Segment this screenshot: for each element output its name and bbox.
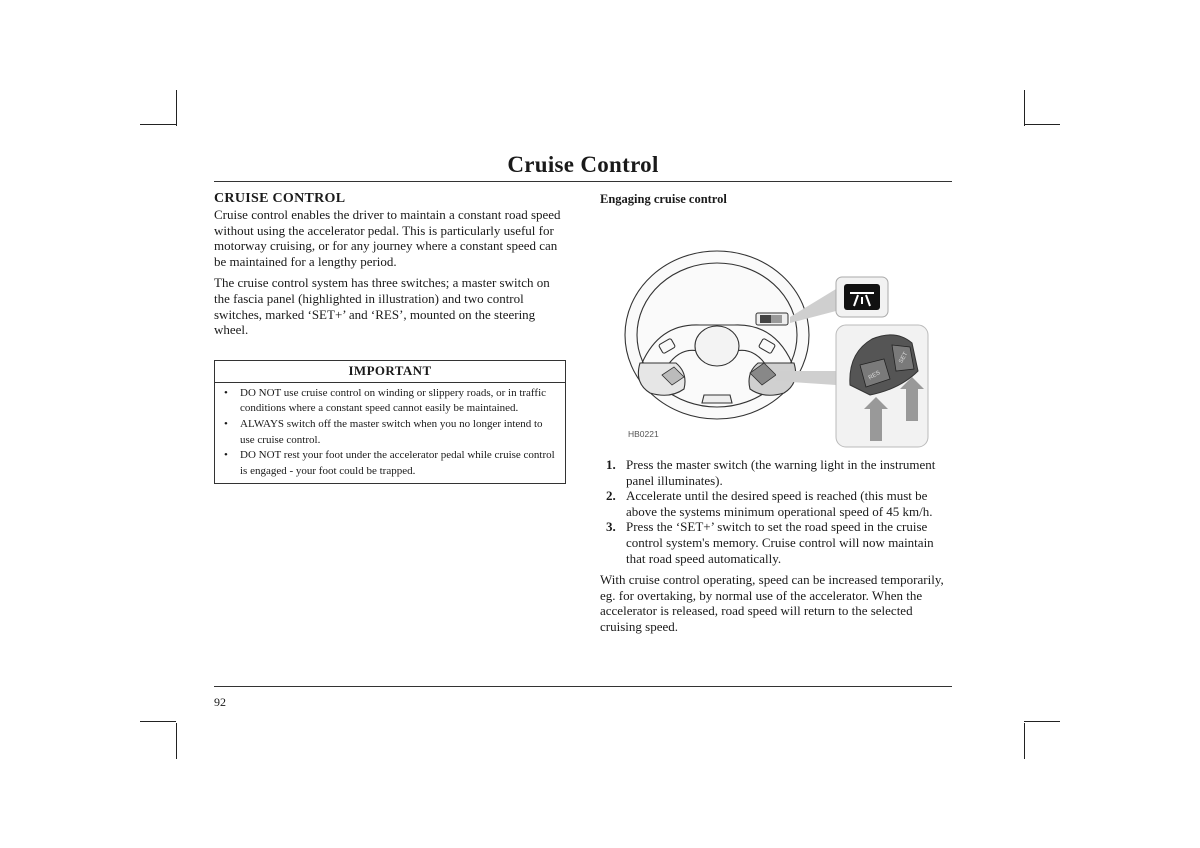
important-item [223,386,557,417]
crop-mark [1024,124,1060,125]
steering-wheel-icon [625,251,809,419]
footer-rule [214,686,952,687]
step-item [600,457,952,488]
step-number: 2. [606,488,616,504]
important-item-text: DO NOT use cruise control on winding or slippery roads, or in traffic conditions where a constant speed cannot easily be maintained. [240,386,547,415]
bullet: • [224,449,228,462]
important-list [215,383,565,484]
step-text: Press the ‘SET+’ switch to set the road speed in the cruise control system's memory. Cruise control will now maintain that road speed automatically. [626,519,934,566]
bullet: • [224,386,228,399]
page-number: 92 [214,695,226,709]
crop-mark [1024,90,1025,126]
left-column [214,191,566,484]
master-switch-icon [756,313,788,325]
important-item [223,417,557,448]
set-label: SET [898,351,910,365]
crop-mark [1024,723,1025,759]
steering-wheel-illustration [600,213,952,449]
right-column [600,191,952,641]
crop-mark [1024,721,1060,722]
step-item [600,488,952,519]
step-item [600,519,952,566]
switches-paragraph: The cruise control system has three switches; a master switch on the fascia panel (highlighted in illustration) and two control switches, marked ‘SET+’ and ‘RES’, mounted on the steering wheel. [214,275,550,338]
closing-paragraph: With cruise control operating, speed can be increased temporarily, eg. for overtaking, by normal use of the accelerator. When the accelerator is released, road speed will return to the selected cruising speed. [600,572,944,634]
figure-code: HB0221 [628,429,659,439]
crop-mark [140,721,176,722]
page-title: Cruise Control [507,152,659,177]
step-text: Accelerate until the desired speed is reached (this must be above the systems minimum operational speed of 45 km/h. [626,488,933,519]
title-rule [214,181,952,182]
cruise-road-icon [836,277,888,317]
important-item [223,448,557,479]
steps-list [600,457,952,566]
res-label: RES [867,370,882,382]
step-text: Press the master switch (the warning light in the instrument panel illuminates). [626,457,936,488]
bullet: • [224,417,228,430]
important-title: IMPORTANT [215,361,565,383]
crop-mark [140,124,176,125]
important-box [214,360,566,485]
sub-heading: Engaging cruise control [600,192,727,206]
illustration-svg [600,213,952,449]
section-heading: CRUISE CONTROL [214,191,346,206]
important-item-text: DO NOT rest your foot under the accelerator pedal while cruise control is engaged - your foot could be trapped. [240,449,555,477]
crop-mark [176,90,177,126]
crop-mark [176,723,177,759]
step-number: 1. [606,457,616,472]
step-number: 3. [606,519,616,535]
intro-paragraph: Cruise control enables the driver to maintain a constant road speed without using the accelerator pedal. This is particularly useful for motorway cruising, or for any journey where a constant speed can be maintained for a lengthy period. [214,207,561,269]
important-item-text: ALWAYS switch off the master switch when you no longer intend to use cruise control. [240,417,543,446]
